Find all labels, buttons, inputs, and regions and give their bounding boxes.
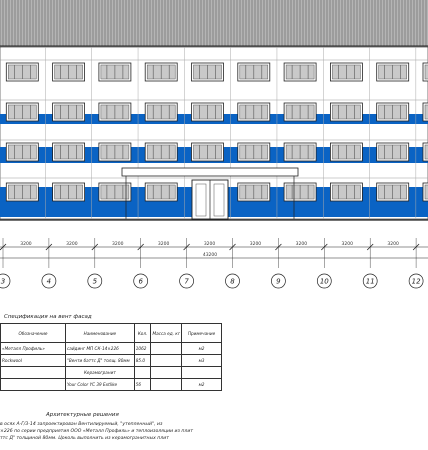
spec-cell: 1062 [134,343,151,355]
spec-cell: сайдинг МП СК-14×226 [65,343,134,355]
spec-header: Наименование [65,324,134,343]
spec-cell: м3 [182,355,222,367]
dimension-line [0,238,428,268]
total-dimension-label: 43200 [202,253,218,258]
spec-cell: 85.0 [134,355,151,367]
roof-panel [0,0,428,46]
spec-header: Кол. [134,324,151,343]
spec-title: Спецификация на вент фасад [4,314,92,320]
axis-label: 6 [138,277,143,286]
spec-cell: м2 [182,379,222,391]
span-label: 3200 [20,242,32,247]
notes-text [0,421,320,442]
spec-header-row [1,324,222,343]
canopy [122,168,298,176]
span-label: 3200 [66,242,78,247]
spec-cell [182,367,222,379]
spec-cell: Your Color YC 39 Extlike [65,379,134,391]
spec-cell: «Металл Профиль» [1,343,66,355]
notes-line: в осях А-Г/3-14 запроектирован Вентилируемый, "утепленный", из [0,422,163,427]
span-label: 3200 [249,242,262,247]
spec-cell [134,367,151,379]
spec-cell [1,367,66,379]
spec-cell: Rockwool [1,355,66,367]
axis-markers [0,274,423,288]
table-row [1,343,222,355]
spec-cell [151,379,182,391]
spec-cell [151,367,182,379]
spec-cell: 56 [134,379,151,391]
spec-cell [151,343,182,355]
spec-header: Обозначение [1,324,66,343]
axis-label: 9 [276,277,281,286]
roof [0,0,428,46]
axis-label: 12 [411,277,421,286]
axis-label: 8 [230,277,235,286]
axis-label: 3 [0,277,6,286]
axis-label: 7 [184,277,189,286]
axis-label: 4 [46,277,52,286]
table-row [1,355,222,367]
axis-label: 10 [319,277,329,286]
table-row [1,367,222,379]
axis-label: 5 [92,277,98,286]
notes-line: ттс Д" толщиной 80мм. Цоколь выполнить из керамогранитных плит [0,436,169,441]
spec-cell [1,379,66,391]
span-label: 3200 [203,242,216,247]
notes-line: ×226 по серии предприятия ООО «Металл Профиль» и теплоизоляции из плит [0,429,193,434]
spec-cell: "Венти баттс Д" толщ. 80мм [65,355,134,367]
spec-cell: Керамогранит [65,367,134,379]
spec-cell [151,355,182,367]
span-label: 3200 [295,242,308,247]
span-label: 3200 [341,242,353,247]
span-label: 3200 [112,242,124,247]
spec-cell: м2 [182,343,222,355]
axis-label: 11 [365,277,375,286]
span-label: 3200 [157,242,170,247]
span-label: 3200 [387,242,399,247]
notes-title: Архитектурные решения [46,412,119,418]
spec-header: Примечание [182,324,222,343]
table-row [1,379,222,391]
spec-header: Масса ед. кг [151,324,182,343]
spec-table [0,323,222,391]
